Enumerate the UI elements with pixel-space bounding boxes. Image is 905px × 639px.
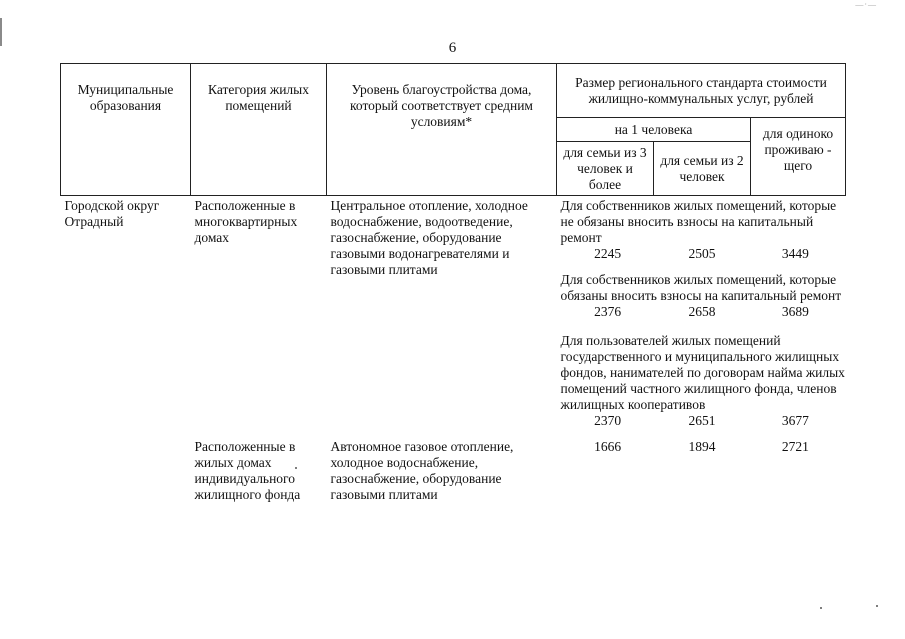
- scan-speck: [876, 605, 878, 607]
- table-body: [61, 196, 846, 504]
- value-single: 3689: [781, 304, 809, 319]
- header-family3: для семьи из 3 человек и более: [557, 142, 654, 196]
- value-group: [561, 198, 842, 262]
- table-row: [61, 429, 846, 503]
- value-family2: 2658: [688, 304, 716, 319]
- cell-category: Расположенные в жилых домах индивидуального жилищного фонда: [194, 439, 301, 502]
- header-single: для одиноко проживаю - щего: [751, 118, 846, 196]
- value-family2: 1894: [688, 439, 716, 454]
- value-family3: 2245: [594, 246, 622, 261]
- header-category: Категория жилых помещений: [191, 64, 327, 196]
- value-family2: 2505: [688, 246, 716, 261]
- scan-speck: [820, 607, 822, 609]
- values-row: [561, 439, 842, 455]
- value-single: 3449: [781, 246, 809, 261]
- cell-level: Центральное отопление, холодное водоснабжение, водоотведение, газоснабжение, оборудование газовыми водонагревателями и газовыми плитами: [330, 198, 528, 277]
- header-level: Уровень благоустройства дома, который соответствует средним условиям*: [327, 64, 557, 196]
- standards-table: [60, 63, 846, 503]
- header-per-person: на 1 человека: [557, 118, 751, 142]
- header-size: Размер регионального стандарта стоимости жилищно-коммунальных услуг, рублей: [557, 64, 846, 118]
- values-row: [561, 304, 842, 320]
- page-number: 6: [448, 40, 457, 56]
- value-family3: 1666: [594, 439, 622, 454]
- group-title: Для собственников жилых помещений, которые обязаны вносить взносы на капитальный ремонт: [560, 272, 842, 303]
- group-title: Для собственников жилых помещений, которые не обязаны вносить взносы на капитальный ремонт: [560, 198, 837, 245]
- cell-category: Расположенные в многоквартирных домах: [194, 198, 298, 245]
- cell-municipality: [61, 429, 191, 503]
- scan-speck: [295, 467, 297, 469]
- values-row: [561, 413, 842, 429]
- value-family3: 2376: [594, 304, 622, 319]
- cell-values: [557, 196, 846, 430]
- table-row: [61, 196, 846, 430]
- value-single: 3677: [781, 413, 809, 428]
- cell-municipality: Городской округ Отрадный: [64, 198, 160, 229]
- value-family2: 2651: [688, 413, 716, 428]
- header-municipality: Муниципальные образования: [61, 64, 191, 196]
- table-header: [61, 64, 846, 196]
- value-group: [560, 333, 845, 429]
- value-family3: 2370: [594, 413, 622, 428]
- group-title: Для пользователей жилых помещений государственного и муниципального жилищных фондов, нанимателей по договорам найма жилых помещений частного жилищного фонда, членов жилищных кооперативов: [560, 333, 845, 412]
- cell-level: Автономное газовое отопление, холодное водоснабжение, газоснабжение, оборудование газовыми плитами: [330, 439, 514, 502]
- value-single: 2721: [781, 439, 809, 454]
- value-group: [561, 272, 842, 320]
- corner-mark: —·—: [855, 0, 877, 9]
- values-row: [561, 246, 842, 262]
- header-family2: для семьи из 2 человек: [654, 142, 751, 196]
- cell-values: [557, 429, 846, 503]
